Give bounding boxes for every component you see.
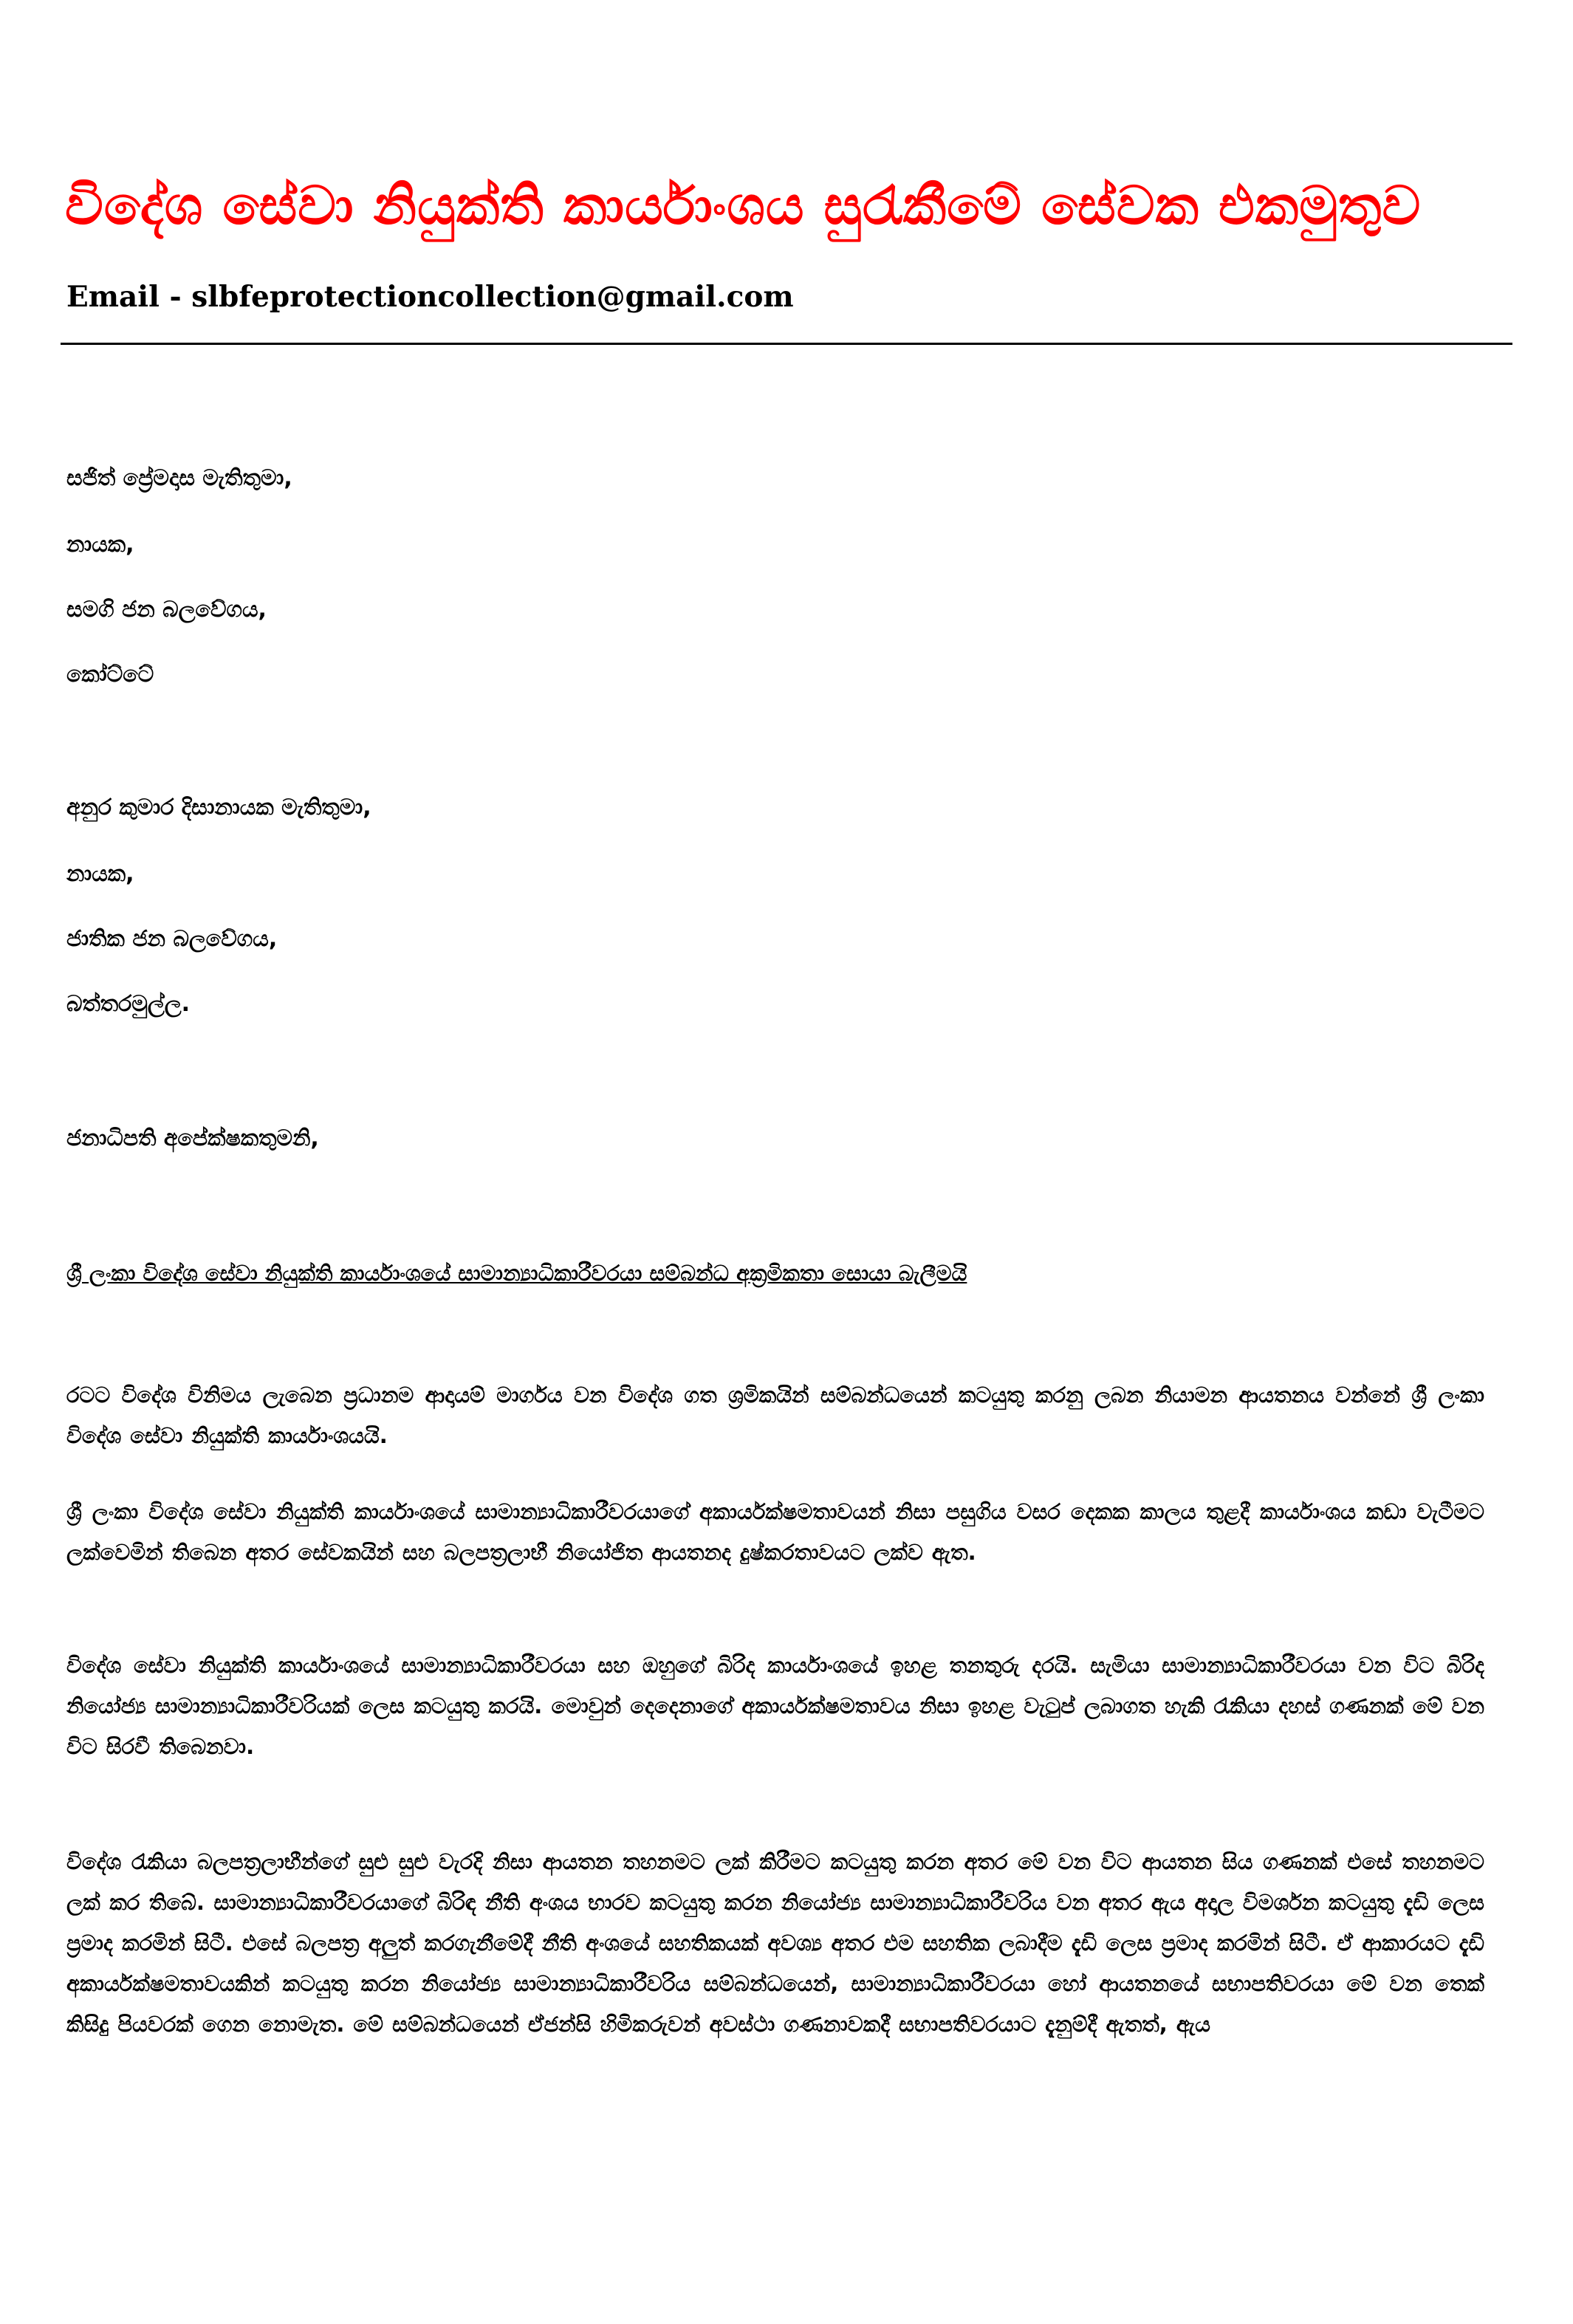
body-paragraph-3: විදේශ සේවා නියුක්ති කාර්යාංශයේ සාමාන්‍යාධිකාරීවරයා සහ ඔහුගේ බිරිද කාර්යාංශයේ ඉහළ තනතුරු දරයි. සැමියා සාමාන්‍යාධිකාරීවරයා වන විට බිරිද නියෝජ්‍ය සාමාන්‍යාධිකාරීවරියක් ලෙස කටයුතු කරයි. මොවුන් දෙදෙනාගේ අකාර්යක්ෂමතාවය නිසා ඉහළ වැටුප් ලබාගත හැකි රැකියා දහස් ගණනක් මේ වන විට සිරවී තිබෙනවා. bbox=[66, 1653, 1484, 1759]
letter-subject: ශ්‍රී ලංකා විදේශ සේවා නියුක්ති කාර්යාංශයේ සාමාන්‍යාධිකාරීවරයා සම්බන්ධ අක්‍රමිකතා සොයා බැලීමයි bbox=[66, 1261, 967, 1286]
organization-title: විදේශ සේවා නියුක්ති කාර්යාංශය සුරැකීමේ සේවක එකමුතුව bbox=[65, 174, 1422, 236]
recipient-location: කෝට්ටේ bbox=[66, 662, 154, 688]
body-paragraph-1: රටට විදේශ විනිමය ලැබෙන ප්‍රධානම ආදායම් මාර්ගය වන විදේශ ගත ශ්‍රමිකයින් සම්බන්ධයෙන් කටයුතු කරනු ලබන නියාමන ආයතනය වන්නේ ශ්‍රී ලංකා විදේශ සේවා නියුක්ති කාර්යාංශයයි. bbox=[66, 1382, 1484, 1448]
recipient-position: නායක, bbox=[66, 861, 134, 887]
body-paragraph-4: විදේශ රැකියා බලපත්‍රලාභීන්ගේ සුළු සුළු වැරදි නිසා ආයතන තහනමට ලක් කිරීමට කටයුතු කරන අතර මේ වන විට ආයතන සිය ගණනක් එසේ තහනමට ලක් කර තිබේ. සාමාන්‍යාධිකාරීවරයාගේ බිරිඳ නීති අංශය භාරව කටයුතු කරන නියෝජ්‍ය සාමාන්‍යාධිකාරීවරිය වන අතර ඇය අදාල විමර්ශන කටයුතු දැඩි ලෙස ප්‍රමාද කරමින් සිටී. එසේ බලපත්‍ර අලුත් කරගැනීමේදී නීති අංශයේ සහතිකයක් අවශ්‍ය අතර එම සහතික ලබාදීම දැඩි ලෙස ප්‍රමාද කරමින් සිටී. ඒ ආකාරයට දැඩි අකාර්යක්ෂමතාවයකින් කටයුතු කරන නියෝජ්‍ය සාමාන්‍යාධිකාරීවරිය සම්බන්ධයෙන්, සාමාන්‍යාධිකාරීවරයා හෝ ආයතනයේ සභාපතිවරයා මේ වන තෙක් කිසිදු පියවරක් ගෙන නොමැත. මේ සම්බන්ධයෙන් ඒජන්සි හිමිකරුවන් අවස්ථා ගණනාවකදී සභාපතිවරයාට දැනුම්දී ඇතත්, ඇය bbox=[66, 1849, 1484, 2037]
recipient-party: ජාතික ජන බලවේගය, bbox=[66, 926, 278, 952]
recipient-name: අනුර කුමාර දිසානායක මැතිතුමා, bbox=[66, 795, 371, 820]
salutation: ජනාධිපති අපේක්ෂකතුමනි, bbox=[66, 1125, 319, 1151]
recipient-location: බත්තරමුල්ල. bbox=[66, 991, 191, 1017]
body-paragraph-2: ශ්‍රී ලංකා විදේශ සේවා නියුක්ති කාර්යාංශයේ සාමාන්‍යාධිකාරීවරයාගේ අකාර්යක්ෂමතාවයන් නිසා පසුගිය වසර දෙකක කාලය තුළදී කාර්යාංශය කඩා වැටීමට ලක්වෙමින් තිබෙන අතර සේවකයින් සහ බලපත්‍රලාභී නියෝජිත ආයතනද දුෂ්කරතාවයට ලක්ව ඇත. bbox=[66, 1499, 1484, 1565]
recipient-position: නායක, bbox=[66, 532, 134, 558]
recipient-party: සමගි ජන බලවේගය, bbox=[66, 597, 267, 623]
recipient-name: සජිත් ප්‍රේමදාස මැතිතුමා, bbox=[66, 465, 292, 491]
header-divider bbox=[61, 343, 1512, 345]
contact-email: Email - slbfeprotectioncollection@gmail.com bbox=[66, 280, 794, 314]
